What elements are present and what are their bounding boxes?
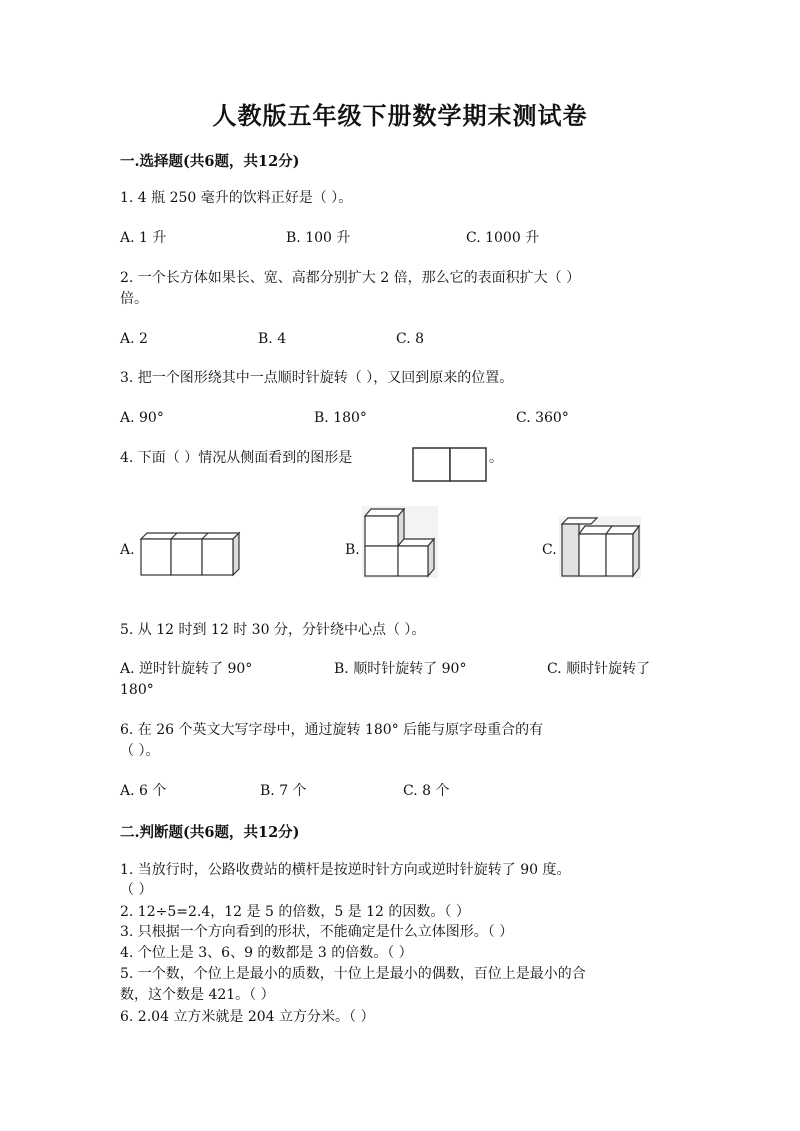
judgement-item: 1. 当放行时，公路收费站的横杆是按逆时针方向或逆时针旋转了 90 度。 [120, 862, 571, 878]
question-4-option-b: B. [345, 542, 360, 558]
question-1-option-a: A. 1 升 [120, 230, 167, 246]
question-5-option-c-line2: 180° [120, 682, 154, 698]
section-heading-judgement: 二.判断题(共6题，共12分) [120, 824, 300, 841]
question-2-option-b: B. 4 [258, 331, 287, 347]
cube-figure-b [362, 506, 438, 578]
question-3-option-b: B. 180° [314, 410, 367, 426]
judgement-item: 3. 只根据一个方向看到的形状，不能确定是什么立体图形。（ ） [120, 924, 514, 940]
question-6-stem-line1: 6. 在 26 个英文大写字母中，通过旋转 180° 后能与原字母重合的有 [120, 722, 544, 738]
question-5-option-c-line1: C. 顺时针旋转了 [547, 661, 651, 677]
judgement-item: 2. 12÷5=2.4，12 是 5 的倍数，5 是 12 的因数。（ ） [120, 904, 470, 920]
question-4-option-c: C. [542, 542, 557, 558]
question-2-stem-line2: 倍。 [120, 291, 148, 307]
judgement-item: 4. 个位上是 3、6、9 的数都是 3 的倍数。（ ） [120, 945, 413, 961]
section-heading-choice: 一.选择题(共6题，共12分) [120, 153, 300, 170]
judgement-item: 6. 2.04 立方米就是 204 立方分米。（ ） [120, 1009, 375, 1025]
question-6-stem-line2: （ ）。 [120, 743, 160, 759]
judgement-item: 数，这个数是 421。（ ） [120, 987, 275, 1003]
page-title: 人教版五年级下册数学期末测试卷 [212, 101, 588, 130]
question-4-stem: 4. 下面（ ）情况从侧面看到的图形是 [120, 450, 353, 466]
question-5-stem: 5. 从 12 时到 12 时 30 分，分针绕中心点（ ）。 [120, 622, 426, 638]
side-view-figure [412, 447, 488, 483]
question-3-option-c: C. 360° [516, 410, 569, 426]
judgement-item: 5. 一个数，个位上是最小的质数，十位上是最小的偶数，百位上是最小的合 [120, 966, 586, 982]
question-5-option-b: B. 顺时针旋转了 90° [334, 661, 467, 677]
cube-figure-a [137, 531, 243, 577]
question-1-stem: 1. 4 瓶 250 毫升的饮料正好是（ ）。 [120, 190, 353, 206]
question-2-option-c: C. 8 [396, 331, 425, 347]
cube-figure-c [559, 516, 641, 578]
question-4-stem-end: 。 [489, 450, 503, 466]
question-2-stem-line1: 2. 一个长方体如果长、宽、高都分别扩大 2 倍，那么它的表面积扩大（ ） [120, 270, 581, 286]
question-2-option-a: A. 2 [120, 331, 148, 347]
question-3-stem: 3. 把一个图形绕其中一点顺时针旋转（ ），又回到原来的位置。 [120, 370, 514, 386]
question-3-option-a: A. 90° [120, 410, 164, 426]
question-6-option-c: C. 8 个 [403, 783, 450, 799]
question-5-option-a: A. 逆时针旋转了 90° [120, 661, 253, 677]
judgement-item: （ ） [120, 882, 153, 898]
question-1-option-b: B. 100 升 [286, 230, 351, 246]
question-1-option-c: C. 1000 升 [466, 230, 540, 246]
question-6-option-b: B. 7 个 [260, 783, 307, 799]
question-6-option-a: A. 6 个 [120, 783, 167, 799]
question-4-option-a: A. [120, 542, 135, 558]
